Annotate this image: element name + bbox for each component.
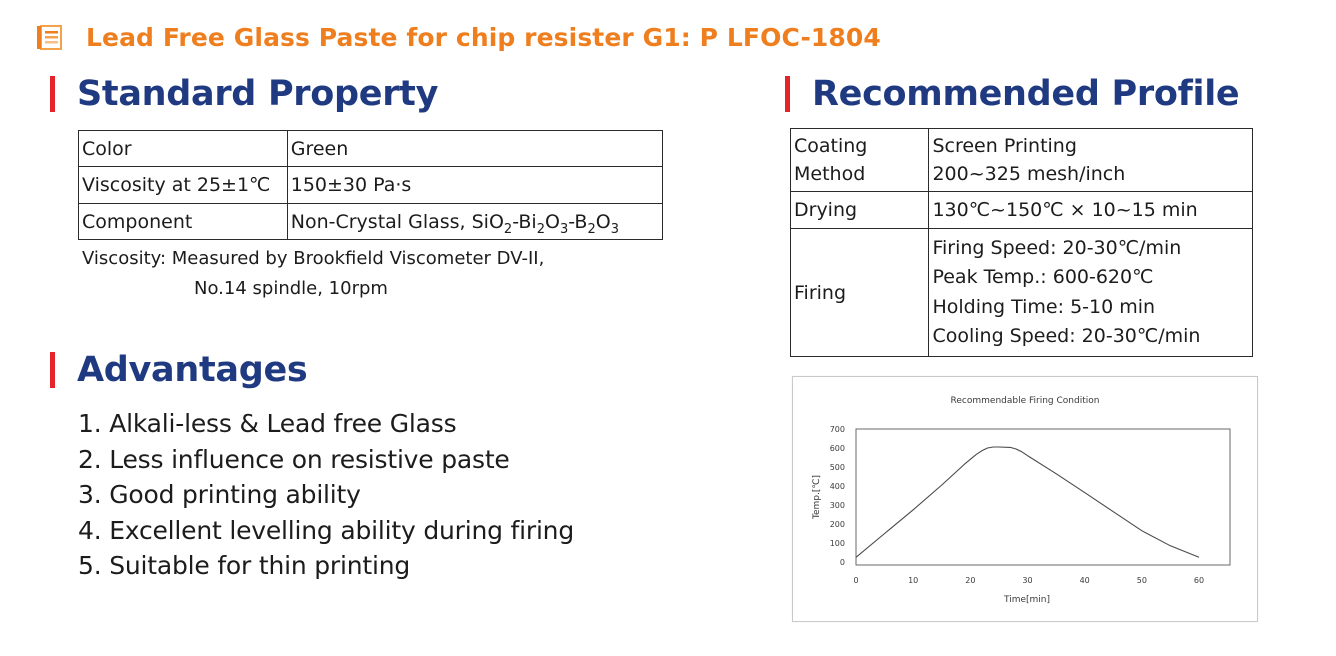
property-label: Component (79, 204, 288, 240)
y-tick-label: 200 (829, 520, 845, 529)
subscript: 2 (503, 221, 513, 237)
y-tick-label: 600 (829, 444, 845, 453)
y-tick-label: 400 (829, 482, 845, 491)
standard-property-table (78, 130, 663, 240)
x-axis-label: Time[min] (1003, 595, 1051, 605)
list-item: 5. Suitable for thin printing (78, 551, 411, 580)
profile-value (929, 129, 1253, 192)
list-item: 1. Alkali-less & Lead free Glass (78, 409, 457, 438)
series-layer (856, 447, 1199, 557)
heading-accent-bar (785, 76, 790, 112)
chart-title: Recommendable Firing Condition (950, 396, 1100, 406)
subscript: 3 (559, 221, 569, 237)
heading-accent-bar (50, 76, 55, 112)
component-formula-text: Non-Crystal Glass, SiO (290, 210, 504, 233)
advantages-heading-text: Advantages (77, 350, 308, 390)
y-axis-label: Temp.[℃] (812, 475, 822, 519)
viscosity-note-line: No.14 spindle, 10rpm (194, 278, 388, 299)
advantages-heading (50, 348, 307, 392)
y-tick-label: 0 (839, 558, 845, 567)
profile-value-line: 200~325 mesh/inch (932, 163, 1126, 185)
y-tick-label: 100 (829, 539, 845, 548)
plot-frame (856, 429, 1230, 565)
profile-value-line: 130℃~150℃ × 10~15 min (932, 199, 1198, 221)
y-axis-ticks (830, 425, 845, 567)
profile-label-line: Coating (794, 135, 868, 157)
table-row (791, 129, 1253, 192)
firing-condition-chart (792, 376, 1258, 622)
table-row (791, 192, 1253, 229)
document-title (36, 18, 881, 56)
property-value (287, 204, 662, 240)
profile-label-line: Method (794, 163, 866, 185)
standard-property-heading-text: Standard Property (77, 74, 439, 114)
y-tick-label: 300 (829, 501, 845, 510)
subscript: 2 (536, 221, 545, 237)
list-item: 4. Excellent levelling ability during firing (78, 515, 574, 545)
document-list-icon (36, 23, 64, 51)
x-tick-label: 50 (1136, 576, 1147, 585)
viscosity-note (82, 244, 544, 304)
property-label: Color (79, 131, 288, 167)
y-tick-label: 500 (829, 463, 845, 472)
table-row (79, 131, 663, 167)
advantages-list (78, 406, 574, 584)
document-title-text: Lead Free Glass Paste for chip resister G1: P LFOC-1804 (86, 22, 881, 52)
profile-label-line: Firing (794, 281, 847, 304)
component-formula-text: -B (568, 210, 588, 233)
profile-label (791, 229, 929, 357)
profile-label (791, 129, 929, 192)
recommended-profile-table (790, 128, 1253, 357)
property-value: 150±30 Pa·s (287, 167, 662, 204)
profile-value (929, 229, 1253, 357)
recommended-profile-heading-text: Recommended Profile (812, 74, 1240, 114)
heading-accent-bar (50, 352, 55, 388)
property-label: Viscosity at 25±1℃ (79, 167, 288, 204)
x-tick-label: 0 (853, 576, 859, 585)
x-axis-ticks (853, 576, 1204, 585)
profile-value-line: Holding Time: 5-10 min (932, 295, 1156, 318)
component-formula-text: -Bi (512, 210, 537, 233)
x-tick-label: 60 (1193, 576, 1205, 585)
list-item: 3. Good printing ability (78, 480, 361, 509)
property-value: Green (287, 131, 662, 167)
viscosity-note-line: Viscosity: Measured by Brookfield Viscometer DV-II, (82, 248, 545, 269)
profile-value-line: Peak Temp.: 600-620℃ (932, 266, 1154, 288)
x-tick-label: 20 (965, 576, 976, 585)
x-tick-label: 40 (1079, 576, 1090, 585)
recommended-profile-heading (785, 72, 1239, 116)
firing-chart-svg (793, 377, 1257, 621)
subscript: 3 (610, 221, 619, 237)
profile-value-line: Screen Printing (932, 135, 1077, 157)
profile-value-line: Firing Speed: 20-30℃/min (932, 236, 1182, 259)
table-row (79, 204, 663, 240)
component-formula-text: O (595, 210, 611, 233)
y-tick-label: 700 (829, 425, 845, 434)
x-tick-label: 30 (1022, 576, 1033, 585)
list-item: 2. Less influence on resistive paste (78, 444, 510, 474)
component-formula-text: O (544, 210, 560, 233)
profile-value (929, 192, 1253, 229)
profile-label (791, 192, 929, 229)
profile-label-line: Drying (794, 199, 858, 221)
profile-value-line: Cooling Speed: 20-30℃/min (932, 325, 1201, 347)
table-row (791, 229, 1253, 357)
standard-property-heading (50, 72, 438, 116)
subscript: 2 (587, 221, 596, 237)
table-row (79, 167, 663, 204)
x-tick-label: 10 (908, 576, 919, 585)
firing-profile-line (856, 447, 1199, 557)
